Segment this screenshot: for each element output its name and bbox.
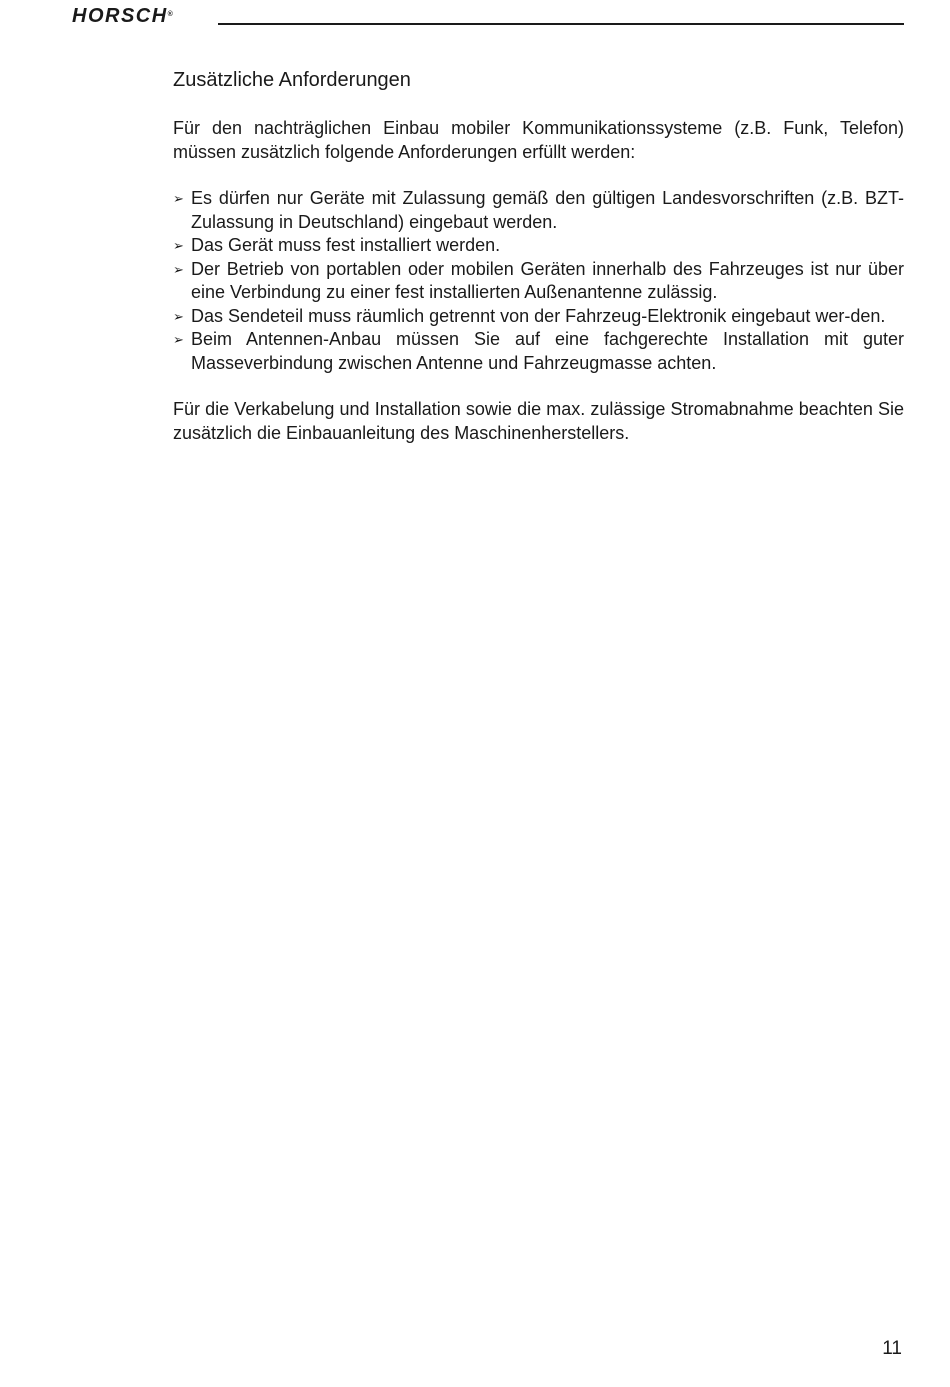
list-item xyxy=(173,234,904,258)
bullet-arrow-icon: ➢ xyxy=(173,238,184,253)
header-divider xyxy=(218,23,904,25)
page-number: 11 xyxy=(882,1338,902,1359)
list-item-text: Das Gerät muss fest installiert werden. xyxy=(191,235,501,255)
logo-text: HORSCH xyxy=(72,5,168,27)
list-item-text: Es dürfen nur Geräte mit Zulassung gemäß den gültigen Landesvorschriften (z.B. BZT-Zulassung in Deutschland) eingebaut werden. xyxy=(191,188,904,232)
horsch-logo xyxy=(72,6,173,26)
requirements-list xyxy=(173,187,904,375)
bullet-arrow-icon: ➢ xyxy=(173,191,184,206)
list-item-text: Das Sendeteil muss räumlich getrennt von der Fahrzeug-Elektronik eingebaut wer-den. xyxy=(191,305,886,326)
intro-paragraph: Für den nachträglichen Einbau mobiler Kommunikationssysteme (z.B. Funk, Telefon) müssen zusätzlich folgende Anforderungen erfüllt werden: xyxy=(173,118,904,162)
list-item xyxy=(173,305,904,329)
registered-mark: ® xyxy=(167,11,173,18)
section-title: Zusätzliche Anforderungen xyxy=(173,69,411,91)
list-item xyxy=(173,187,904,234)
bullet-arrow-icon: ➢ xyxy=(173,308,184,324)
page-header xyxy=(72,4,904,28)
list-item xyxy=(173,328,904,375)
bullet-arrow-icon: ➢ xyxy=(173,261,184,277)
list-item-text: Der Betrieb von portablen oder mobilen Geräten innerhalb des Fahrzeuges ist nur über eine Verbindung zu einer fest installierten Außenantenne zulässig. xyxy=(191,258,904,302)
bullet-arrow-icon: ➢ xyxy=(173,332,184,347)
list-item xyxy=(173,258,904,305)
page-content xyxy=(173,66,904,445)
closing-paragraph: Für die Verkabelung und Installation sowie die max. zulässige Stromabnahme beachten Sie zusätzlich die Einbauanleitung des Maschinenherstellers. xyxy=(173,399,904,443)
list-item-text: Beim Antennen-Anbau müssen Sie auf eine fachgerechte Installation mit guter Masseverbindung zwischen Antenne und Fahrzeugmasse achten. xyxy=(191,329,904,373)
